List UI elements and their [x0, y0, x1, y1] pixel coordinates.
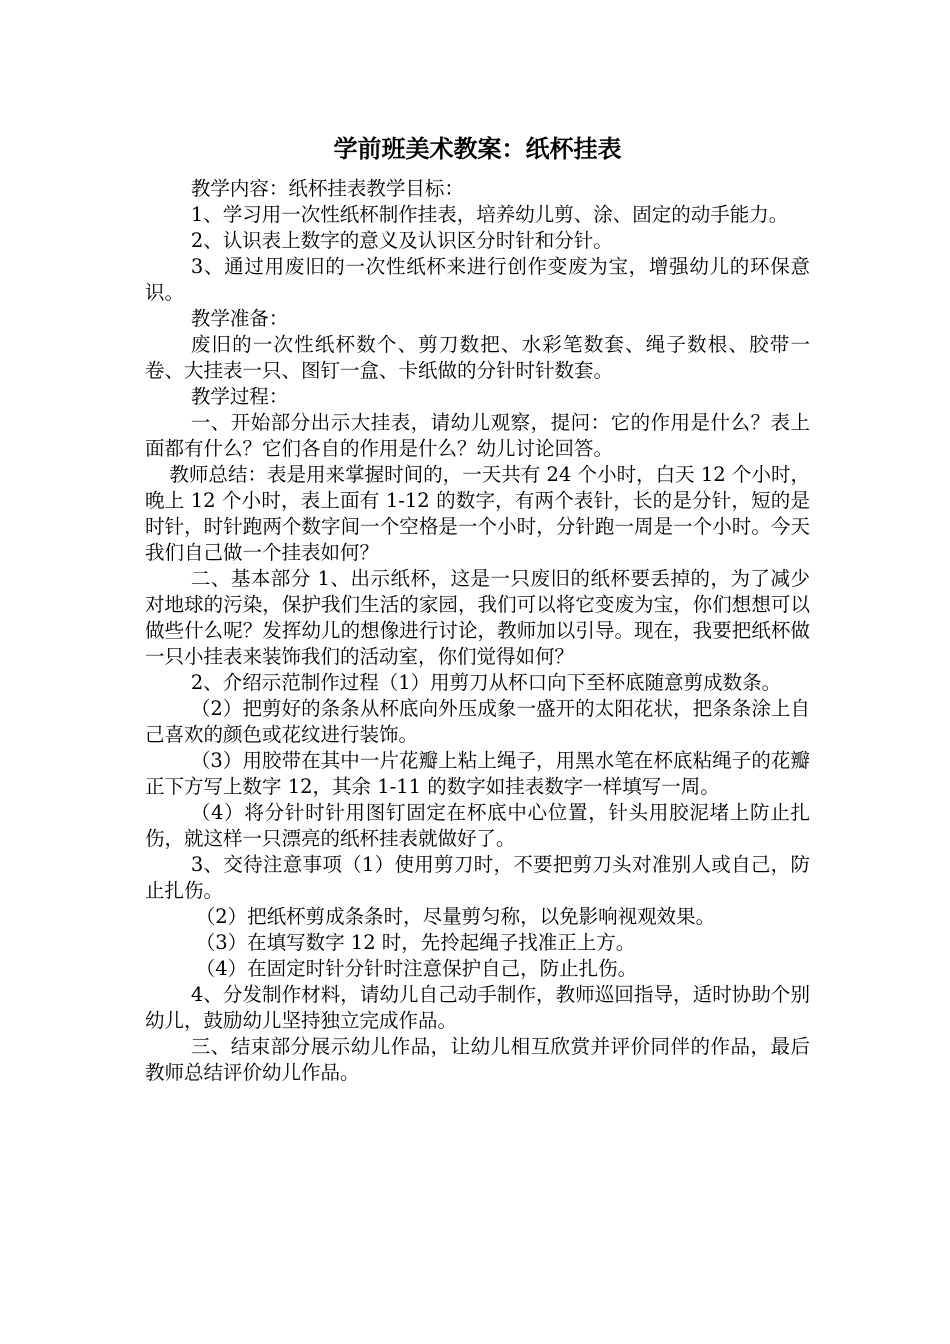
paragraph: 教学准备：	[190, 307, 289, 330]
paragraph: 1、学习用一次性纸杯制作挂表，培养幼儿剪、涂、固定的动手能力。	[190, 203, 789, 226]
paragraph: 教师总结：表是用来掌握时间的，一天共有 24 个小时，白天 12 个小时，晚上 12 个小时，表上面有 1-12 的数字，有两个表针，长的是分针，短的是时针，时针跑两个数字间一个空格是一个小时，分针跑一周是一个小时。今天我们自己做一个挂表如何？	[145, 463, 810, 564]
document-page	[145, 132, 810, 1086]
paragraph: （4）在固定时针分针时注意保护自己，防止扎伤。	[195, 957, 638, 980]
paragraph: （3）在填写数字 12 时，先拎起绳子找准正上方。	[195, 931, 636, 954]
paragraph: （3）用胶带在其中一片花瓣上粘上绳子，用黑水笔在杯底粘绳子的花瓣正下方写上数字 12，其余 1-11 的数字如挂表数字一样填写一周。	[145, 749, 810, 798]
paragraph: 2、认识表上数字的意义及认识区分时针和分针。	[190, 229, 613, 252]
paragraph: 教学内容：纸杯挂表教学目标：	[190, 177, 464, 200]
paragraph: 废旧的一次性纸杯数个、剪刀数把、水彩笔数套、绳子数根、胶带一卷、大挂表一只、图钉一盒、卡纸做的分针时针数套。	[145, 333, 810, 382]
document-title: 学前班美术教案：纸杯挂表	[333, 134, 622, 163]
paragraph: （4）将分针时针用图钉固定在杯底中心位置，针头用胶泥堵上防止扎伤，就这样一只漂亮的纸杯挂表就做好了。	[145, 801, 810, 850]
paragraph: 教学过程：	[190, 385, 289, 408]
paragraph: （2）把剪好的条条从杯底向外压成象一盛开的太阳花状，把条条涂上自己喜欢的颜色或花纹进行装饰。	[145, 697, 810, 746]
paragraph: 4、分发制作材料，请幼儿自己动手制作，教师巡回指导，适时协助个别幼儿，鼓励幼儿坚持独立完成作品。	[145, 983, 810, 1032]
paragraph: （2）把纸杯剪成条条时，尽量剪匀称，以免影响视观效果。	[195, 905, 716, 928]
paragraph: 2、介绍示范制作过程（1）用剪刀从杯口向下至杯底随意剪成数条。	[190, 671, 782, 694]
paragraph: 3、通过用废旧的一次性纸杯来进行创作变废为宝，增强幼儿的环保意识。	[145, 255, 810, 304]
paragraph: 一、开始部分出示大挂表，请幼儿观察，提问：它的作用是什么？表上面都有什么？它们各自的作用是什么？幼儿讨论回答。	[145, 411, 810, 460]
paragraph: 三、结束部分展示幼儿作品，让幼儿相互欣赏并评价同伴的作品，最后教师总结评价幼儿作品。	[145, 1035, 810, 1084]
paragraph: 3、交待注意事项（1）使用剪刀时，不要把剪刀头对准别人或自己，防止扎伤。	[145, 853, 810, 902]
paragraph: 二、基本部分 1、出示纸杯，这是一只废旧的纸杯要丢掉的，为了减少对地球的污染，保护我们生活的家园，我们可以将它变废为宝，你们想想可以做些什么呢？发挥幼儿的想像进行讨论，教师加以引导。现在，我要把纸杯做一只小挂表来装饰我们的活动室，你们觉得如何？	[145, 567, 810, 668]
